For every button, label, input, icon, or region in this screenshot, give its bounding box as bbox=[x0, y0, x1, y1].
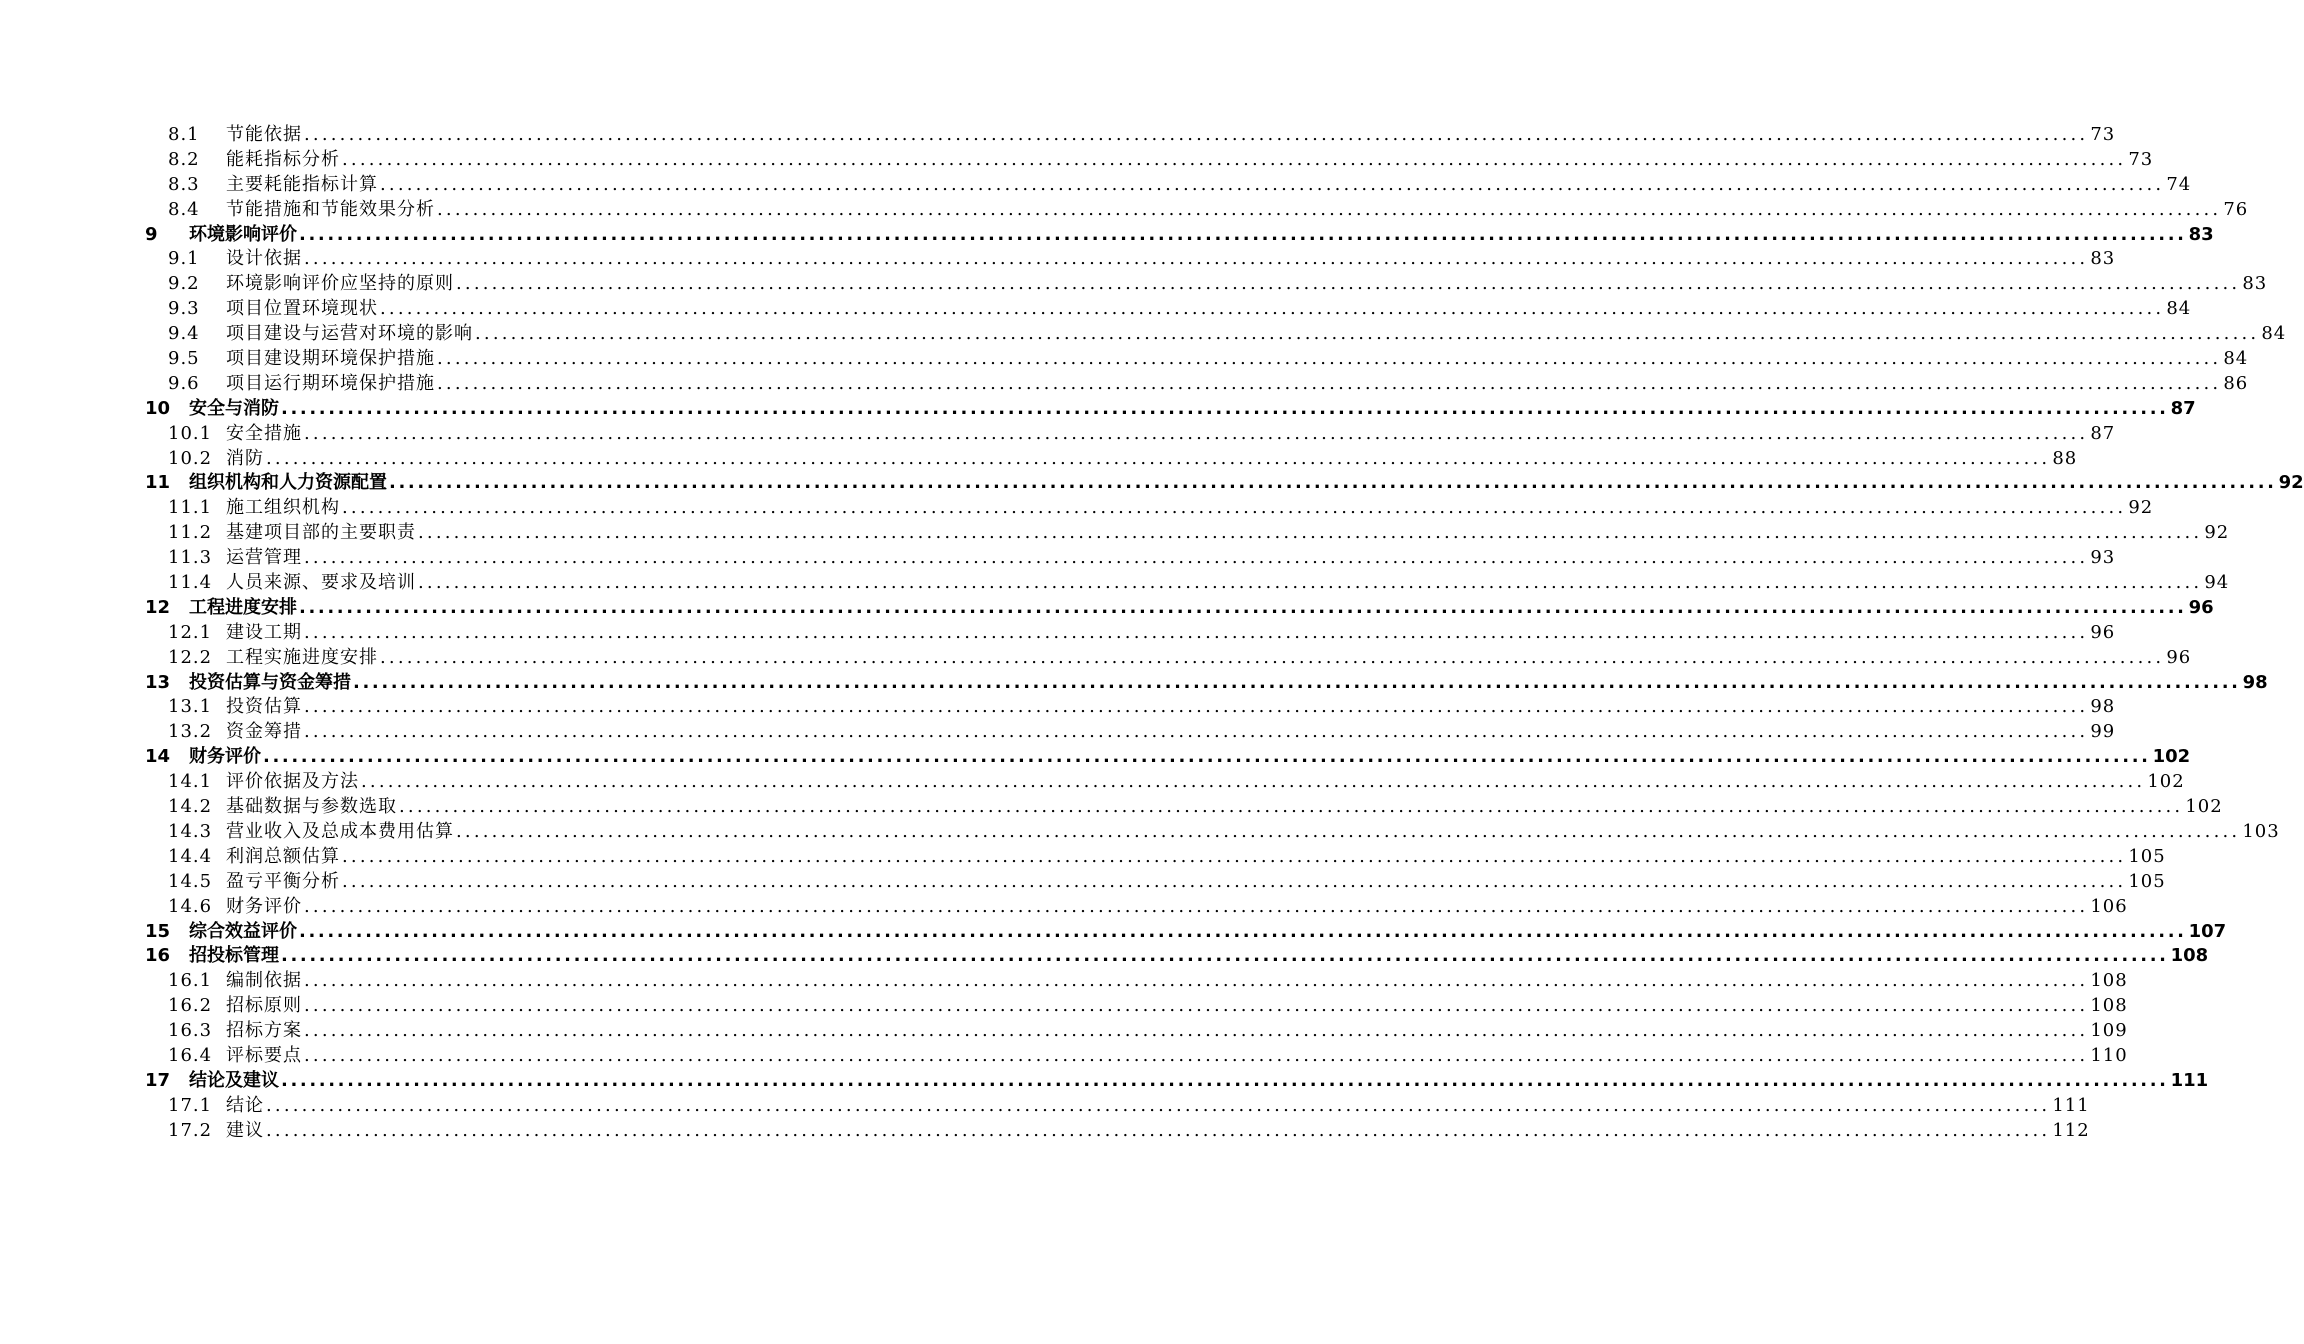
toc-entry-number: 14.3 bbox=[168, 820, 213, 842]
toc-entry-title: 能耗指标分析 bbox=[226, 148, 340, 170]
toc-entry-number: 17.1 bbox=[168, 1094, 213, 1116]
toc-entry-page-number: 92 bbox=[2278, 472, 2304, 494]
toc-dot-leader: ........................................................................................................................................................................................................ bbox=[399, 796, 2184, 818]
toc-entry-number: 14.6 bbox=[168, 895, 213, 917]
toc-section-entry[interactable] bbox=[145, 845, 2166, 870]
toc-entry-number: 8.2 bbox=[168, 148, 200, 170]
toc-chapter-entry[interactable] bbox=[145, 944, 2209, 969]
toc-dot-leader: ........................................................................................................................................................................................................ bbox=[437, 348, 2222, 370]
toc-section-entry[interactable] bbox=[145, 1094, 2090, 1119]
toc-dot-leader: ........................................................................................................................................................................................................ bbox=[418, 522, 2203, 544]
toc-entry-page-number: 109 bbox=[2090, 1020, 2128, 1042]
toc-entry-page-number: 92 bbox=[2204, 522, 2230, 544]
toc-section-entry[interactable] bbox=[145, 621, 2116, 646]
toc-section-entry[interactable] bbox=[145, 422, 2116, 447]
toc-entry-title: 安全与消防 bbox=[189, 397, 279, 419]
toc-entry-number: 14.4 bbox=[168, 845, 213, 867]
toc-entry-number: 9.1 bbox=[168, 248, 200, 270]
toc-dot-leader: ........................................................................................................................................................................................................ bbox=[304, 1020, 2089, 1042]
toc-entry-number: 16.2 bbox=[168, 995, 213, 1017]
toc-section-entry[interactable] bbox=[145, 148, 2154, 173]
toc-section-entry[interactable] bbox=[145, 1044, 2128, 1069]
toc-entry-number: 14 bbox=[145, 746, 171, 768]
toc-entry-title: 运营管理 bbox=[226, 547, 302, 569]
toc-entry-title: 结论 bbox=[226, 1094, 264, 1116]
toc-chapter-entry[interactable] bbox=[145, 223, 2214, 248]
toc-entry-title: 财务评价 bbox=[189, 746, 261, 768]
toc-section-entry[interactable] bbox=[145, 795, 2223, 820]
toc-entry-page-number: 110 bbox=[2090, 1044, 2128, 1066]
toc-dot-leader: ........................................................................................................................................................................................................ bbox=[304, 895, 2089, 917]
toc-entry-number: 8.1 bbox=[168, 124, 200, 145]
toc-dot-leader: ........................................................................................................................................................................................................ bbox=[380, 298, 2165, 320]
toc-section-entry[interactable] bbox=[145, 870, 2166, 895]
toc-entry-number: 10.1 bbox=[168, 422, 213, 444]
toc-entry-title: 建议 bbox=[226, 1119, 264, 1141]
toc-dot-leader: ........................................................................................................................................................................................................ bbox=[456, 273, 2241, 295]
toc-entry-page-number: 108 bbox=[2090, 995, 2128, 1017]
toc-entry-page-number: 108 bbox=[2170, 945, 2209, 967]
toc-entry-page-number: 87 bbox=[2170, 397, 2196, 419]
toc-entry-page-number: 96 bbox=[2166, 646, 2192, 668]
toc-entry-title: 施工组织机构 bbox=[226, 497, 340, 519]
toc-dot-leader: ........................................................................................................................................................................................................ bbox=[299, 596, 2187, 618]
toc-entry-title: 利润总额估算 bbox=[226, 845, 340, 867]
toc-dot-leader: ........................................................................................................................................................................................................ bbox=[299, 920, 2187, 942]
toc-entry-number: 16 bbox=[145, 945, 171, 967]
toc-entry-title: 节能措施和节能效果分析 bbox=[226, 198, 435, 220]
toc-dot-leader: ........................................................................................................................................................................................................ bbox=[304, 1044, 2089, 1066]
toc-section-entry[interactable] bbox=[145, 198, 2249, 223]
toc-dot-leader: ........................................................................................................................................................................................................ bbox=[437, 198, 2222, 220]
toc-entry-title: 项目建设期环境保护措施 bbox=[226, 348, 435, 370]
toc-entry-page-number: 102 bbox=[2147, 771, 2185, 793]
toc-dot-leader: ........................................................................................................................................................................................................ bbox=[304, 422, 2089, 444]
toc-entry-page-number: 96 bbox=[2188, 596, 2214, 618]
toc-section-entry[interactable] bbox=[145, 1019, 2128, 1044]
toc-dot-leader: ........................................................................................................................................................................................................ bbox=[304, 547, 2089, 569]
toc-entry-page-number: 84 bbox=[2223, 348, 2249, 370]
toc-entry-number: 11.1 bbox=[168, 497, 213, 519]
toc-entry-title: 组织机构和人力资源配置 bbox=[189, 472, 387, 494]
toc-dot-leader: ........................................................................................................................................................................................................ bbox=[304, 124, 2089, 145]
toc-section-entry[interactable] bbox=[145, 820, 2280, 845]
toc-dot-leader: ........................................................................................................................................................................................................ bbox=[437, 372, 2222, 394]
toc-section-entry[interactable] bbox=[145, 347, 2249, 372]
toc-entry-title: 招标原则 bbox=[226, 995, 302, 1017]
toc-entry-title: 营业收入及总成本费用估算 bbox=[226, 820, 454, 842]
toc-dot-leader: ........................................................................................................................................................................................................ bbox=[304, 248, 2089, 270]
toc-entry-number: 9.6 bbox=[168, 372, 200, 394]
toc-entry-number: 12 bbox=[145, 596, 171, 618]
toc-dot-leader: ........................................................................................................................................................................................................ bbox=[266, 1094, 2051, 1116]
toc-entry-page-number: 105 bbox=[2128, 845, 2166, 867]
toc-dot-leader: ........................................................................................................................................................................................................ bbox=[266, 1119, 2051, 1141]
toc-entry-number: 11.2 bbox=[168, 522, 213, 544]
toc-entry-title: 安全措施 bbox=[226, 422, 302, 444]
toc-section-entry[interactable] bbox=[145, 571, 2230, 596]
toc-entry-title: 项目位置环境现状 bbox=[226, 298, 378, 320]
toc-entry-title: 综合效益评价 bbox=[189, 920, 297, 942]
toc-entry-page-number: 87 bbox=[2090, 422, 2116, 444]
toc-dot-leader: ........................................................................................................................................................................................................ bbox=[342, 870, 2127, 892]
toc-entry-title: 评价依据及方法 bbox=[226, 771, 359, 793]
toc-entry-number: 13 bbox=[145, 671, 171, 693]
toc-entry-page-number: 88 bbox=[2052, 447, 2078, 469]
toc-dot-leader: ........................................................................................................................................................................................................ bbox=[353, 671, 2241, 693]
toc-entry-number: 16.3 bbox=[168, 1020, 213, 1042]
toc-dot-leader: ........................................................................................................................................................................................................ bbox=[380, 646, 2165, 668]
toc-entry-title: 盈亏平衡分析 bbox=[226, 870, 340, 892]
toc-chapter-entry[interactable] bbox=[145, 397, 2196, 422]
toc-entry-title: 工程实施进度安排 bbox=[226, 646, 378, 668]
toc-entry-number: 9.5 bbox=[168, 348, 200, 370]
toc-entry-title: 投资估算与资金筹措 bbox=[189, 671, 351, 693]
toc-section-entry[interactable] bbox=[145, 720, 2116, 745]
toc-entry-title: 投资估算 bbox=[226, 696, 302, 718]
toc-section-entry[interactable] bbox=[145, 546, 2116, 571]
toc-entry-number: 10.2 bbox=[168, 447, 213, 469]
toc-chapter-entry[interactable] bbox=[145, 471, 2304, 496]
toc-section-entry[interactable] bbox=[145, 496, 2154, 521]
toc-dot-leader: ........................................................................................................................................................................................................ bbox=[281, 1069, 2169, 1091]
toc-entry-page-number: 102 bbox=[2152, 746, 2191, 768]
toc-dot-leader: ........................................................................................................................................................................................................ bbox=[281, 397, 2169, 419]
toc-entry-number: 17 bbox=[145, 1069, 171, 1091]
toc-entry-page-number: 112 bbox=[2052, 1119, 2090, 1141]
toc-section-entry[interactable] bbox=[145, 272, 2268, 297]
toc-entry-number: 9.3 bbox=[168, 298, 200, 320]
toc-section-entry[interactable] bbox=[145, 969, 2128, 994]
toc-entry-number: 17.2 bbox=[168, 1119, 213, 1141]
toc-entry-page-number: 98 bbox=[2242, 671, 2268, 693]
toc-dot-leader: ........................................................................................................................................................................................................ bbox=[263, 746, 2151, 768]
toc-entry-page-number: 108 bbox=[2090, 970, 2128, 992]
toc-entry-title: 环境影响评价 bbox=[189, 223, 297, 245]
toc-entry-page-number: 102 bbox=[2185, 796, 2223, 818]
toc-entry-number: 16.1 bbox=[168, 970, 213, 992]
toc-entry-page-number: 111 bbox=[2170, 1069, 2209, 1091]
toc-chapter-entry[interactable] bbox=[145, 745, 2191, 770]
toc-entry-number: 11.4 bbox=[168, 572, 213, 594]
toc-entry-title: 工程进度安排 bbox=[189, 596, 297, 618]
toc-entry-number: 8.4 bbox=[168, 198, 200, 220]
toc-section-entry[interactable] bbox=[145, 123, 2116, 148]
toc-section-entry[interactable] bbox=[145, 173, 2192, 198]
toc-entry-page-number: 83 bbox=[2188, 223, 2214, 245]
toc-section-entry[interactable] bbox=[145, 322, 2287, 347]
toc-entry-page-number: 83 bbox=[2090, 248, 2116, 270]
toc-entry-number: 11 bbox=[145, 472, 171, 494]
toc-entry-title: 结论及建议 bbox=[189, 1069, 279, 1091]
toc-dot-leader: ........................................................................................................................................................................................................ bbox=[304, 970, 2089, 992]
toc-dot-leader: ........................................................................................................................................................................................................ bbox=[299, 223, 2187, 245]
toc-entry-page-number: 83 bbox=[2242, 273, 2268, 295]
toc-section-entry[interactable] bbox=[145, 521, 2230, 546]
toc-dot-leader: ........................................................................................................................................................................................................ bbox=[304, 721, 2089, 743]
toc-entry-page-number: 76 bbox=[2223, 198, 2249, 220]
toc-entry-page-number: 98 bbox=[2090, 696, 2116, 718]
toc-entry-page-number: 96 bbox=[2090, 621, 2116, 643]
toc-entry-page-number: 107 bbox=[2188, 920, 2227, 942]
toc-section-entry[interactable] bbox=[145, 994, 2128, 1019]
toc-entry-title: 基建项目部的主要职责 bbox=[226, 522, 416, 544]
toc-dot-leader: ........................................................................................................................................................................................................ bbox=[342, 497, 2127, 519]
toc-entry-title: 环境影响评价应坚持的原则 bbox=[226, 273, 454, 295]
toc-dot-leader: ........................................................................................................................................................................................................ bbox=[281, 945, 2169, 967]
toc-entry-number: 13.2 bbox=[168, 721, 213, 743]
toc-section-entry[interactable] bbox=[145, 770, 2185, 795]
toc-entry-title: 消防 bbox=[226, 447, 264, 469]
toc-entry-page-number: 86 bbox=[2223, 372, 2249, 394]
toc-entry-title: 招投标管理 bbox=[189, 945, 279, 967]
toc-entry-number: 14.1 bbox=[168, 771, 213, 793]
toc-chapter-entry[interactable] bbox=[145, 671, 2268, 696]
toc-entry-number: 9 bbox=[145, 223, 158, 245]
toc-entry-number: 14.5 bbox=[168, 870, 213, 892]
toc-entry-page-number: 106 bbox=[2090, 895, 2128, 917]
toc-dot-leader: ........................................................................................................................................................................................................ bbox=[418, 572, 2203, 594]
toc-dot-leader: ........................................................................................................................................................................................................ bbox=[304, 621, 2089, 643]
toc-entry-title: 基础数据与参数选取 bbox=[226, 796, 397, 818]
toc-chapter-entry[interactable] bbox=[145, 1069, 2209, 1094]
toc-entry-page-number: 84 bbox=[2261, 323, 2287, 345]
toc-section-entry[interactable] bbox=[145, 1119, 2090, 1144]
toc-dot-leader: ........................................................................................................................................................................................................ bbox=[342, 845, 2127, 867]
toc-entry-page-number: 73 bbox=[2090, 124, 2116, 145]
toc-entry-page-number: 92 bbox=[2128, 497, 2154, 519]
toc-dot-leader: ........................................................................................................................................................................................................ bbox=[304, 995, 2089, 1017]
toc-entry-title: 主要耗能指标计算 bbox=[226, 173, 378, 195]
toc-section-entry[interactable] bbox=[145, 895, 2128, 920]
toc-entry-number: 14.2 bbox=[168, 796, 213, 818]
toc-entry-number: 12.1 bbox=[168, 621, 213, 643]
toc-entry-title: 评标要点 bbox=[226, 1044, 302, 1066]
toc-entry-number: 8.3 bbox=[168, 173, 200, 195]
toc-section-entry[interactable] bbox=[145, 695, 2116, 720]
toc-entry-title: 人员来源、要求及培训 bbox=[226, 572, 416, 594]
toc-dot-leader: ........................................................................................................................................................................................................ bbox=[389, 472, 2277, 494]
toc-entry-page-number: 103 bbox=[2242, 820, 2280, 842]
toc-entry-page-number: 105 bbox=[2128, 870, 2166, 892]
toc-entry-title: 编制依据 bbox=[226, 970, 302, 992]
toc-entry-title: 资金筹措 bbox=[226, 721, 302, 743]
toc-dot-leader: ........................................................................................................................................................................................................ bbox=[380, 173, 2165, 195]
toc-entry-page-number: 93 bbox=[2090, 547, 2116, 569]
toc-dot-leader: ........................................................................................................................................................................................................ bbox=[342, 148, 2127, 170]
toc-entry-title: 项目运行期环境保护措施 bbox=[226, 372, 435, 394]
toc-entry-number: 16.4 bbox=[168, 1044, 213, 1066]
toc-entry-page-number: 73 bbox=[2128, 148, 2154, 170]
toc-entry-number: 9.2 bbox=[168, 273, 200, 295]
toc-entry-title: 节能依据 bbox=[226, 124, 302, 145]
toc-entry-page-number: 99 bbox=[2090, 721, 2116, 743]
toc-entry-page-number: 111 bbox=[2052, 1094, 2090, 1116]
toc-entry-title: 建设工期 bbox=[226, 621, 302, 643]
toc-entry-number: 12.2 bbox=[168, 646, 213, 668]
toc-chapter-entry[interactable] bbox=[145, 920, 2227, 945]
toc-dot-leader: ........................................................................................................................................................................................................ bbox=[475, 323, 2260, 345]
toc-entry-number: 15 bbox=[145, 920, 171, 942]
toc-entry-title: 设计依据 bbox=[226, 248, 302, 270]
toc-entry-title: 项目建设与运营对环境的影响 bbox=[226, 323, 473, 345]
toc-entry-number: 11.3 bbox=[168, 547, 213, 569]
toc-entry-page-number: 84 bbox=[2166, 298, 2192, 320]
toc-entry-page-number: 94 bbox=[2204, 572, 2230, 594]
toc-section-entry[interactable] bbox=[145, 297, 2192, 322]
toc-entry-title: 招标方案 bbox=[226, 1020, 302, 1042]
toc-dot-leader: ........................................................................................................................................................................................................ bbox=[266, 447, 2051, 469]
toc-chapter-entry[interactable] bbox=[145, 596, 2214, 621]
toc-dot-leader: ........................................................................................................................................................................................................ bbox=[456, 820, 2241, 842]
toc-dot-leader: ........................................................................................................................................................................................................ bbox=[304, 696, 2089, 718]
toc-entry-number: 10 bbox=[145, 397, 171, 419]
table-of-contents bbox=[145, 123, 2304, 1144]
toc-section-entry[interactable] bbox=[145, 646, 2192, 671]
toc-entry-page-number: 74 bbox=[2166, 173, 2192, 195]
toc-entry-title: 财务评价 bbox=[226, 895, 302, 917]
toc-section-entry[interactable] bbox=[145, 372, 2249, 397]
toc-entry-number: 13.1 bbox=[168, 696, 213, 718]
toc-section-entry[interactable] bbox=[145, 247, 2116, 272]
toc-section-entry[interactable] bbox=[145, 447, 2078, 472]
toc-entry-number: 9.4 bbox=[168, 323, 200, 345]
toc-dot-leader: ........................................................................................................................................................................................................ bbox=[361, 771, 2146, 793]
